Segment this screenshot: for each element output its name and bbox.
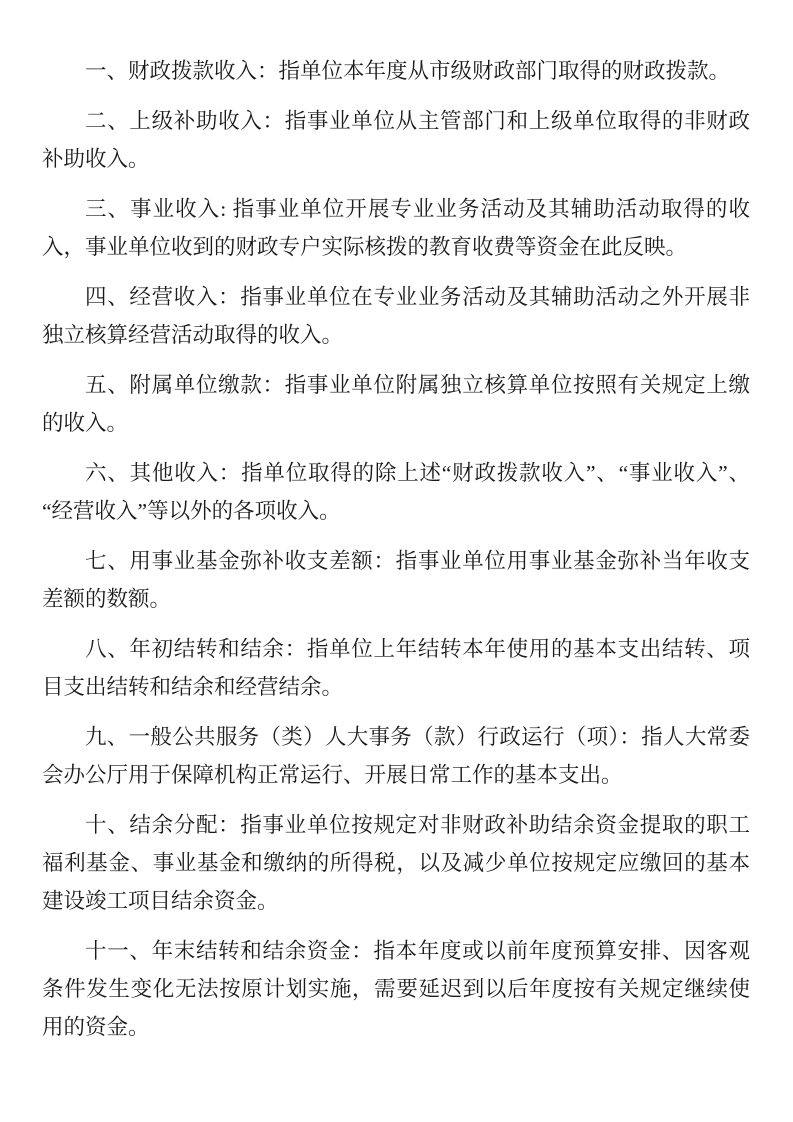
definition-paragraph-10 [42, 806, 750, 920]
item-term: 经营收入： [129, 285, 241, 309]
item-numeral: 四、 [85, 285, 130, 309]
definition-paragraph-7 [42, 542, 750, 618]
item-term: 年初结转和结余： [129, 637, 307, 661]
item-definition: 指人大常委会办公厅用于保障机构正常运行、开展日常工作的基本支出。 [42, 725, 750, 787]
definition-paragraph-11 [42, 932, 750, 1046]
definition-paragraph-1 [42, 52, 750, 90]
item-numeral: 七、 [85, 549, 130, 573]
item-definition: 指事业单位从主管部门和上级单位取得的非财政补助收入。 [42, 109, 750, 171]
definition-paragraph-9 [42, 718, 750, 794]
definition-paragraph-8 [42, 630, 750, 706]
item-definition: 指事业单位用事业基金弥补当年收支差额的数额。 [42, 549, 750, 611]
item-term: 财政拨款收入： [128, 59, 279, 83]
definition-paragraph-5 [42, 366, 750, 442]
item-numeral: 一、 [85, 59, 129, 83]
item-definition: 指事业单位附属独立核算单位按照有关规定上缴的收入。 [42, 373, 750, 435]
item-numeral: 九、 [85, 725, 129, 749]
item-definition: 指事业单位开展专业业务活动及其辅助活动取得的收入，事业单位收到的财政专户实际核拨的教育收费等资金在此反映。 [42, 197, 750, 259]
item-numeral: 二、 [85, 109, 130, 133]
item-term: 年末结转和结余资金： [151, 939, 374, 963]
item-definition: 指单位本年度从市级财政部门取得的财政拨款。 [278, 59, 731, 83]
item-term: 事业收入: [130, 197, 233, 221]
definition-paragraph-3 [42, 190, 750, 266]
item-definition: 指单位上年结转本年使用的基本支出结转、项目支出结转和结余和经营结余。 [42, 637, 750, 699]
item-numeral: 三、 [85, 197, 131, 221]
item-numeral: 十一、 [85, 939, 152, 963]
item-term: 用事业基金弥补收支差额： [129, 549, 396, 573]
item-term: 结余分配： [129, 813, 241, 837]
definition-paragraph-2 [42, 102, 750, 178]
definition-paragraph-4 [42, 278, 750, 354]
item-term: 其他收入： [129, 461, 242, 485]
item-numeral: 六、 [85, 461, 130, 485]
item-numeral: 五、 [85, 373, 130, 397]
item-numeral: 八、 [85, 637, 130, 661]
item-term: 附属单位缴款： [129, 373, 285, 397]
item-numeral: 十、 [85, 813, 130, 837]
item-definition: 指单位取得的除上述“财政拨款收入”、“事业收入”、“经营收入”等以外的各项收入。 [42, 461, 750, 523]
definition-paragraph-6 [42, 454, 750, 530]
item-term: 上级补助收入： [129, 109, 285, 133]
item-definition: 指事业单位按规定对非财政补助结余资金提取的职工福利基金、事业基金和缴纳的所得税，以及减少单位按规定应缴回的基本建设竣工项目结余资金。 [42, 813, 750, 913]
item-definition: 指本年度或以前年度预算安排、因客观条件发生变化无法按原计划实施，需要延迟到以后年度按有关规定继续使用的资金。 [42, 939, 750, 1039]
item-definition: 指事业单位在专业业务活动及其辅助活动之外开展非独立核算经营活动取得的收入。 [42, 285, 750, 347]
item-term: 一般公共服务（类）人大事务（款）行政运行（项）： [128, 725, 642, 749]
